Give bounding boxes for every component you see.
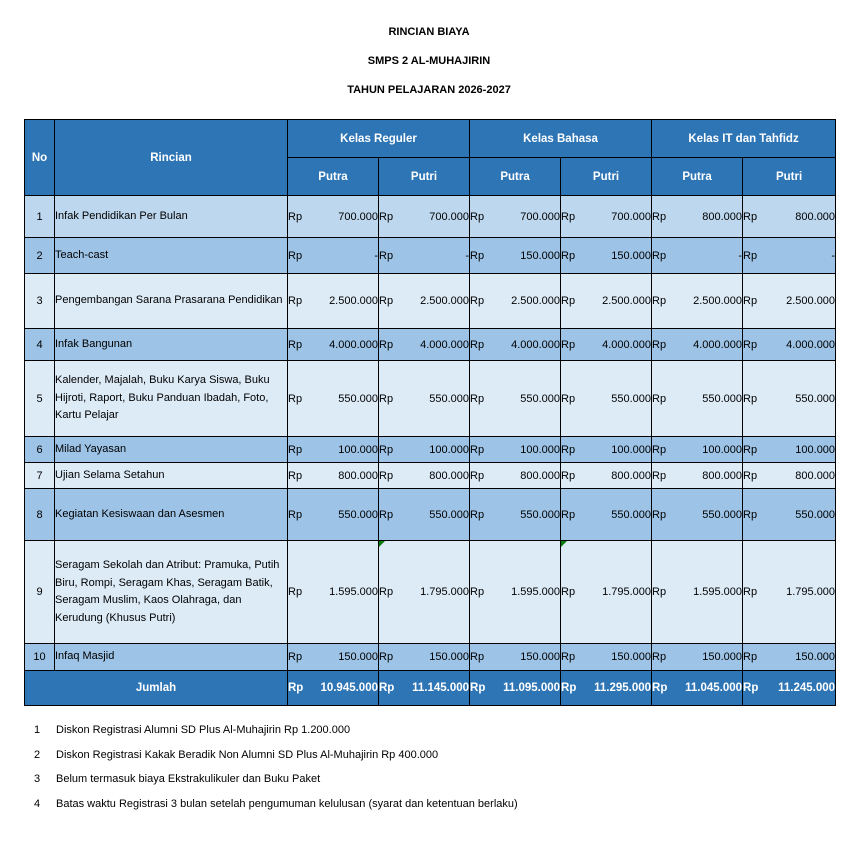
currency-label: Rp — [743, 443, 758, 456]
currency-label: Rp — [470, 249, 485, 262]
amount-cell — [743, 196, 836, 238]
currency-label: Rp — [288, 682, 304, 694]
amount-value: 1.795.000 — [786, 586, 836, 598]
amount-cell — [561, 238, 652, 274]
currency-label: Rp — [652, 586, 667, 598]
header-no: No — [25, 120, 55, 196]
currency-label: Rp — [288, 210, 303, 223]
row-description: Infaq Masjid — [55, 644, 288, 671]
amount-value: 100.000 — [520, 443, 561, 456]
amount-value: 700.000 — [520, 210, 561, 223]
amount-value: - — [738, 249, 743, 262]
amount-cell — [379, 361, 470, 437]
currency-label: Rp — [652, 392, 667, 405]
total-amount-value: 11.095.000 — [503, 682, 561, 694]
currency-label: Rp — [470, 469, 485, 482]
amount-cell — [561, 274, 652, 329]
amount-value: 150.000 — [611, 249, 652, 262]
currency-label: Rp — [288, 469, 303, 482]
amount-cell — [743, 463, 836, 489]
row-number: 8 — [25, 489, 55, 541]
currency-label: Rp — [652, 682, 668, 694]
amount-cell — [288, 541, 379, 644]
amount-value: 800.000 — [520, 469, 561, 482]
header-rincian: Rincian — [55, 120, 288, 196]
amount-value: 4.000.000 — [420, 338, 470, 351]
amount-cell — [743, 274, 836, 329]
note-text: Belum termasuk biaya Ekstrakulikuler dan Buku Paket — [56, 773, 321, 785]
amount-cell — [288, 361, 379, 437]
currency-label: Rp — [743, 586, 758, 598]
amount-cell — [288, 196, 379, 238]
currency-label: Rp — [743, 338, 758, 351]
amount-cell — [652, 644, 743, 671]
currency-label: Rp — [561, 249, 576, 262]
currency-label: Rp — [743, 651, 758, 663]
currency-label: Rp — [743, 210, 758, 223]
currency-label: Rp — [652, 249, 667, 262]
amount-cell — [379, 489, 470, 541]
amount-value: 100.000 — [338, 443, 378, 456]
amount-value: 800.000 — [429, 469, 470, 482]
amount-cell — [470, 489, 561, 541]
notes-list — [34, 724, 518, 822]
currency-label: Rp — [288, 586, 303, 598]
header-sub-putri: Putri — [379, 158, 470, 196]
header-group-reguler: Kelas Reguler — [288, 120, 470, 158]
amount-cell — [652, 463, 743, 489]
currency-label: Rp — [470, 651, 485, 663]
table-row — [25, 238, 836, 274]
currency-label: Rp — [470, 508, 485, 521]
amount-value: 550.000 — [795, 508, 836, 521]
currency-label: Rp — [743, 295, 758, 307]
currency-label: Rp — [288, 392, 303, 405]
amount-cell — [379, 463, 470, 489]
amount-value: 550.000 — [702, 392, 743, 405]
amount-cell — [470, 361, 561, 437]
amount-value: 550.000 — [702, 508, 743, 521]
amount-value: 4.000.000 — [693, 338, 743, 351]
amount-cell — [743, 329, 836, 361]
currency-label: Rp — [743, 249, 758, 262]
amount-value: 800.000 — [702, 210, 743, 223]
amount-cell — [470, 274, 561, 329]
currency-label: Rp — [652, 443, 667, 456]
currency-label: Rp — [652, 651, 667, 663]
currency-label: Rp — [561, 682, 577, 694]
row-description: Teach-cast — [55, 238, 288, 274]
amount-value: 550.000 — [429, 392, 470, 405]
amount-cell — [743, 489, 836, 541]
amount-cell — [561, 361, 652, 437]
amount-cell — [743, 437, 836, 463]
row-number: 3 — [25, 274, 55, 329]
currency-label: Rp — [470, 443, 485, 456]
note-text: Diskon Registrasi Kakak Beradik Non Alumni SD Plus Al-Muhajirin Rp 400.000 — [56, 748, 439, 761]
amount-value: - — [831, 249, 836, 262]
amount-value: 150.000 — [795, 651, 836, 663]
header-sub-putra: Putra — [288, 158, 379, 196]
cost-table — [24, 119, 836, 706]
note-number: 3 — [34, 773, 41, 785]
note-text: Diskon Registrasi Alumni SD Plus Al-Muhajirin Rp 1.200.000 — [56, 724, 351, 736]
total-amount-cell — [561, 671, 652, 706]
amount-cell — [561, 644, 652, 671]
amount-value: 550.000 — [520, 508, 561, 521]
comment-indicator-icon — [379, 541, 385, 547]
row-number: 1 — [25, 196, 55, 238]
amount-value: 2.500.000 — [693, 295, 743, 307]
document-title: RINCIAN BIAYA — [388, 26, 470, 38]
note-number: 1 — [34, 724, 41, 736]
note-item — [34, 773, 518, 798]
amount-value: 700.000 — [611, 210, 652, 223]
currency-label: Rp — [288, 295, 303, 307]
comment-indicator-icon — [561, 541, 567, 547]
currency-label: Rp — [652, 295, 667, 307]
note-number: 2 — [34, 748, 41, 761]
amount-value: 100.000 — [702, 443, 743, 456]
amount-value: 550.000 — [611, 508, 652, 521]
amount-value: 550.000 — [429, 508, 470, 521]
amount-cell — [652, 274, 743, 329]
currency-label: Rp — [379, 295, 394, 307]
amount-value: 550.000 — [611, 392, 652, 405]
school-name: SMPS 2 AL-MUHAJIRIN — [367, 55, 491, 67]
amount-cell — [379, 437, 470, 463]
amount-value: 150.000 — [429, 651, 470, 663]
row-number: 9 — [25, 541, 55, 644]
currency-label: Rp — [379, 443, 394, 456]
amount-cell — [652, 437, 743, 463]
total-amount-cell — [288, 671, 379, 706]
total-amount-value: 10.945.000 — [320, 682, 378, 694]
table-row — [25, 541, 836, 644]
row-number: 4 — [25, 329, 55, 361]
amount-value: 800.000 — [702, 469, 743, 482]
amount-cell — [470, 437, 561, 463]
amount-value: 150.000 — [520, 651, 561, 663]
amount-value: 4.000.000 — [511, 338, 561, 351]
currency-label: Rp — [652, 210, 667, 223]
amount-value: 1.595.000 — [511, 586, 561, 598]
amount-cell — [288, 329, 379, 361]
amount-cell — [470, 644, 561, 671]
amount-cell — [470, 329, 561, 361]
total-amount-value: 11.045.000 — [685, 682, 743, 694]
row-description: Infak Bangunan — [55, 329, 288, 361]
academic-year: TAHUN PELAJARAN 2026-2027 — [347, 84, 511, 96]
amount-cell — [379, 541, 470, 644]
currency-label: Rp — [288, 443, 303, 456]
note-number: 4 — [34, 797, 41, 810]
amount-value: 2.500.000 — [420, 295, 470, 307]
row-description: Infak Pendidikan Per Bulan — [55, 196, 288, 238]
header-group-it-tahfidz: Kelas IT dan Tahfidz — [652, 120, 836, 158]
amount-value: 100.000 — [611, 443, 652, 456]
header-sub-putra: Putra — [470, 158, 561, 196]
row-description: Kegiatan Kesiswaan dan Asesmen — [55, 489, 288, 541]
amount-cell — [379, 644, 470, 671]
amount-value: 800.000 — [338, 469, 378, 482]
currency-label: Rp — [743, 682, 759, 694]
currency-label: Rp — [561, 586, 576, 598]
amount-value: 4.000.000 — [329, 338, 378, 351]
amount-cell — [470, 463, 561, 489]
amount-value: 550.000 — [520, 392, 561, 405]
amount-cell — [743, 644, 836, 671]
amount-cell — [561, 329, 652, 361]
currency-label: Rp — [652, 338, 667, 351]
total-row — [25, 671, 836, 706]
amount-value: 4.000.000 — [786, 338, 836, 351]
amount-value: 1.595.000 — [693, 586, 743, 598]
amount-cell — [379, 238, 470, 274]
amount-value: 2.500.000 — [786, 295, 836, 307]
amount-cell — [652, 238, 743, 274]
total-amount-cell — [379, 671, 470, 706]
total-amount-value: 11.245.000 — [778, 682, 836, 694]
currency-label: Rp — [561, 392, 576, 405]
amount-cell — [652, 541, 743, 644]
currency-label: Rp — [288, 508, 303, 521]
total-amount-cell — [743, 671, 836, 706]
note-item — [34, 724, 518, 749]
currency-label: Rp — [743, 469, 758, 482]
amount-value: 150.000 — [520, 249, 561, 262]
row-number: 10 — [25, 644, 55, 671]
amount-value: 550.000 — [338, 392, 378, 405]
amount-value: 2.500.000 — [511, 295, 561, 307]
amount-cell — [743, 361, 836, 437]
currency-label: Rp — [470, 295, 485, 307]
row-description: Milad Yayasan — [55, 437, 288, 463]
amount-cell — [561, 489, 652, 541]
currency-label: Rp — [288, 651, 303, 663]
currency-label: Rp — [561, 295, 576, 307]
currency-label: Rp — [652, 469, 667, 482]
currency-label: Rp — [288, 249, 303, 262]
currency-label: Rp — [379, 651, 394, 663]
row-description: Pengembangan Sarana Prasarana Pendidikan — [55, 274, 288, 329]
total-amount-value: 11.295.000 — [594, 682, 652, 694]
amount-cell — [379, 329, 470, 361]
currency-label: Rp — [470, 210, 485, 223]
table-row — [25, 361, 836, 437]
currency-label: Rp — [652, 508, 667, 521]
amount-cell — [288, 489, 379, 541]
currency-label: Rp — [379, 508, 394, 521]
currency-label: Rp — [379, 469, 394, 482]
amount-value: 1.595.000 — [329, 586, 378, 598]
row-number: 6 — [25, 437, 55, 463]
currency-label: Rp — [379, 338, 394, 351]
currency-label: Rp — [561, 338, 576, 351]
currency-label: Rp — [470, 682, 486, 694]
amount-cell — [652, 329, 743, 361]
amount-cell — [288, 463, 379, 489]
amount-cell — [470, 238, 561, 274]
amount-value: 150.000 — [611, 651, 652, 663]
currency-label: Rp — [561, 508, 576, 521]
amount-value: 2.500.000 — [602, 295, 652, 307]
currency-label: Rp — [379, 586, 394, 598]
table-row — [25, 489, 836, 541]
amount-cell — [470, 541, 561, 644]
amount-value: 800.000 — [795, 469, 836, 482]
amount-cell — [561, 196, 652, 238]
currency-label: Rp — [288, 338, 303, 351]
currency-label: Rp — [470, 392, 485, 405]
row-number: 2 — [25, 238, 55, 274]
table-row — [25, 463, 836, 489]
amount-value: - — [374, 249, 378, 262]
amount-value: 100.000 — [429, 443, 470, 456]
table-row — [25, 274, 836, 329]
currency-label: Rp — [379, 249, 394, 262]
row-description: Kalender, Majalah, Buku Karya Siswa, Buku Hijroti, Raport, Buku Panduan Ibadah, Foto, Kartu Pelajar — [55, 361, 288, 437]
currency-label: Rp — [561, 651, 576, 663]
amount-cell — [288, 238, 379, 274]
amount-cell — [652, 196, 743, 238]
row-description: Ujian Selama Setahun — [55, 463, 288, 489]
amount-value: 800.000 — [611, 469, 652, 482]
amount-cell — [743, 541, 836, 644]
table-row — [25, 329, 836, 361]
amount-cell — [379, 196, 470, 238]
currency-label: Rp — [743, 508, 758, 521]
amount-value: 1.795.000 — [602, 586, 652, 598]
amount-value: 100.000 — [795, 443, 836, 456]
currency-label: Rp — [561, 469, 576, 482]
currency-label: Rp — [470, 586, 485, 598]
currency-label: Rp — [470, 338, 485, 351]
header-sub-putri: Putri — [561, 158, 652, 196]
amount-value: 150.000 — [338, 651, 378, 663]
total-amount-value: 11.145.000 — [412, 682, 470, 694]
note-item — [34, 798, 518, 823]
currency-label: Rp — [743, 392, 758, 405]
amount-value: 800.000 — [795, 210, 836, 223]
amount-cell — [470, 196, 561, 238]
amount-cell — [652, 361, 743, 437]
amount-cell — [288, 274, 379, 329]
amount-value: 150.000 — [702, 651, 743, 663]
currency-label: Rp — [379, 392, 394, 405]
note-text: Batas waktu Registrasi 3 bulan setelah pengumuman kelulusan (syarat dan ketentuan berlaku) — [56, 797, 518, 810]
table-row — [25, 437, 836, 463]
total-amount-cell — [652, 671, 743, 706]
table-row — [25, 644, 836, 671]
currency-label: Rp — [561, 210, 576, 223]
amount-cell — [288, 644, 379, 671]
amount-value: - — [465, 249, 470, 262]
amount-cell — [288, 437, 379, 463]
header-sub-putra: Putra — [652, 158, 743, 196]
header-group-bahasa: Kelas Bahasa — [470, 120, 652, 158]
row-description: Seragam Sekolah dan Atribut: Pramuka, Putih Biru, Rompi, Seragam Khas, Seragam Batik, Seragam Muslim, Kaos Olahraga, dan Kerudung (Khusus Putri) — [55, 541, 288, 644]
currency-label: Rp — [379, 210, 394, 223]
row-number: 5 — [25, 361, 55, 437]
amount-cell — [561, 541, 652, 644]
amount-cell — [743, 238, 836, 274]
amount-cell — [561, 437, 652, 463]
header-sub-putri: Putri — [743, 158, 836, 196]
currency-label: Rp — [561, 443, 576, 456]
table-row — [25, 196, 836, 238]
note-item — [34, 749, 518, 774]
amount-value: 1.795.000 — [420, 586, 470, 598]
amount-value: 4.000.000 — [602, 338, 652, 351]
amount-value: 700.000 — [338, 210, 378, 223]
total-label: Jumlah — [25, 671, 288, 706]
amount-cell — [561, 463, 652, 489]
amount-cell — [652, 489, 743, 541]
amount-value: 2.500.000 — [329, 295, 378, 307]
amount-value: 700.000 — [429, 210, 470, 223]
total-amount-cell — [470, 671, 561, 706]
currency-label: Rp — [379, 682, 395, 694]
amount-value: 550.000 — [338, 508, 378, 521]
row-number: 7 — [25, 463, 55, 489]
amount-value: 550.000 — [795, 392, 836, 405]
amount-cell — [379, 274, 470, 329]
